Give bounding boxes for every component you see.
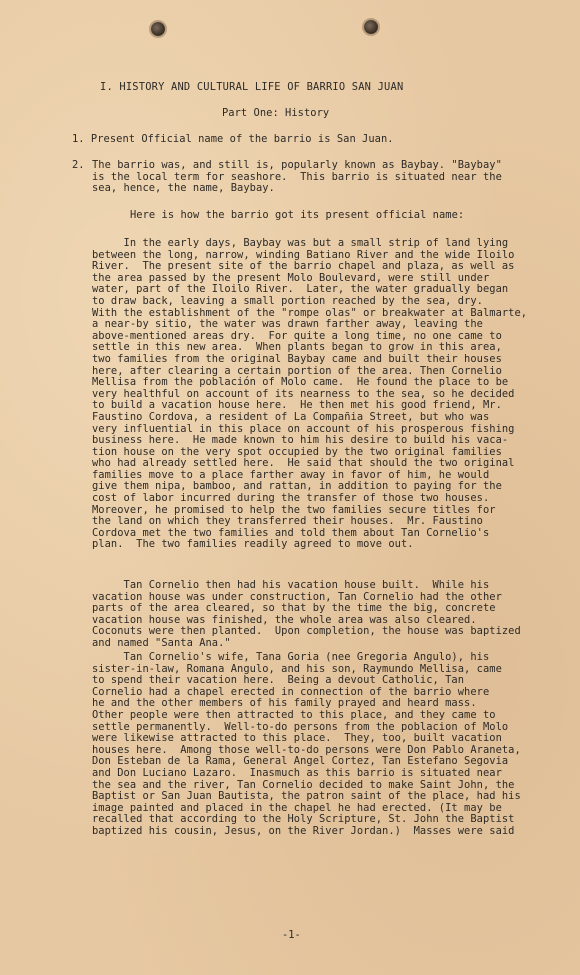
list-item-official-name: 1. Present Official name of the barrio is San Juan. — [72, 133, 394, 145]
list-item-popular-name: The barrio was, and still is, popularly known as Baybay. "Baybay" is the local term for seashore. This barrio is situated near the sea, hence, the name, Baybay. — [92, 159, 502, 195]
section-subtitle: Part One: History — [222, 107, 330, 119]
punch-hole-right — [364, 20, 378, 34]
paragraph-family-chapel: Tan Cornelio's wife, Tana Goria (nee Gregoria Angulo), his sister-in-law, Romana Angulo, and his son, Raymundo Mellisa, came to spend their vacation here. Being a devout Catholic, Tan Cornelio had a chapel erected in connection of the barrio where he and the other members of his family prayed and heard mass. Other people were then attracted to this place, and they came to settle permanently. Well-to-do persons from the poblacion of Molo were likewise attracted to this place. They, too, built vacation houses here. Among those well-to-do persons were Don Pablo Araneta, Don Esteban de la Rama, General Angel Cortez, Tan Estefano Segovia and Don Luciano Lazaro. Inasmuch as this barrio is situated near the sea and the river, Tan Cornelio decided to make Saint John, the Baptist or San Juan Bautista, the patron saint of the place, had his image painted and placed in the chapel he had erected. (It may be recalled that according to the Holy Scripture, St. John the Baptist baptized his cousin, Jesus, on the River Jordan.) Masses were said — [92, 651, 521, 837]
document-title: I. HISTORY AND CULTURAL LIFE OF BARRIO SAN JUAN — [100, 81, 404, 93]
page-number: -1- — [282, 929, 301, 941]
paragraph-vacation-house: Tan Cornelio then had his vacation house built. While his vacation house was under construction, Tan Cornelio had the other parts of the area cleared, so that by the time the big, concrete vacation house was finished, the whole area was also cleared. Coconuts were then planted. Upon completion, the house was baptized and named "Santa Ana." — [92, 579, 521, 649]
paragraph-early-days: In the early days, Baybay was but a small strip of land lying between the long, narrow, winding Batiano River and the wide Iloilo River. The present site of the barrio chapel and plaza, as well as the area passed by the present Molo Boulevard, were still under water, part of the Iloilo River. Later, the water gradually began to draw back, leaving a small portion reached by the sea, dry. With the establishment of the "rompe olas" or breakwater at Balmarte, a near-by sitio, the water was drawn farther away, leaving the above-mentioned areas dry. For quite a long time, no one came to settle in this new area. When plants began to grow in this area, two families from the original Baybay came and built their houses here, after clearing a certain portion of the area. Then Cornelio Mellisa from the población of Molo came. He found the place to be very healthful on account of its nearness to the sea, so he decided to build a vacation house here. He then met his good friend, Mr. Faustino Cordova, a resident of La Compañia Street, but who was very influential in this place on account of his prosperous fishing business here. He made known to him his desire to build his vaca- tion house on the very spot occupied by the two original families who had already settled here. He said that should the two original families move to a place farther away in favor of him, he would give them nipa, bamboo, and rattan, in addition to paying for the cost of labor incurred during the transfer of those two houses. Moreover, he promised to help the two families secure titles for the land on which they transferred their houses. Mr. Faustino Cordova met the two families and told them about Tan Cornelio's plan. The two families readily agreed to move out. — [92, 237, 528, 551]
intro-sentence: Here is how the barrio got its present official name: — [130, 209, 465, 221]
punch-hole-left — [151, 22, 165, 36]
list-item-number: 2. — [72, 159, 85, 171]
